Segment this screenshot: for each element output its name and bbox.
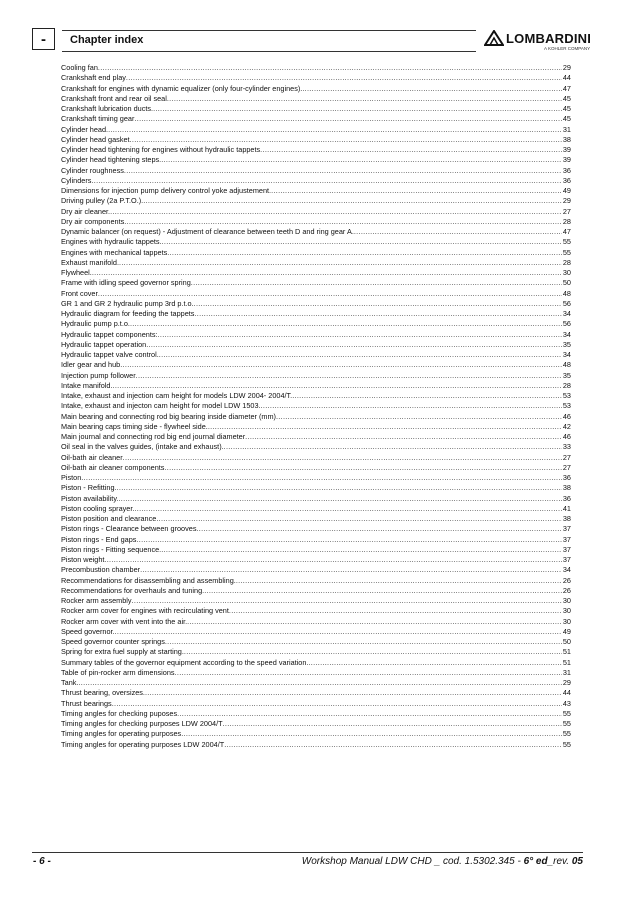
index-entry-title: Cooling fan bbox=[61, 63, 98, 72]
index-entry-page: 44 bbox=[562, 688, 571, 698]
index-entry-page: 27 bbox=[562, 462, 571, 472]
index-entry bbox=[61, 309, 571, 319]
dot-leader bbox=[354, 227, 562, 237]
index-entry bbox=[61, 442, 571, 452]
index-entry bbox=[61, 545, 571, 555]
index-entry-title: Crankshaft front and rear oil seal bbox=[61, 93, 167, 103]
index-entry bbox=[61, 637, 571, 647]
index-entry-page: 50 bbox=[562, 278, 571, 288]
index-entry-page: 28 bbox=[562, 257, 571, 267]
index-entry bbox=[61, 371, 571, 381]
index-entry-title: Flywheel. bbox=[61, 268, 92, 277]
index-entry-title: Rocker arm cover for engines with recirculating vent bbox=[61, 606, 229, 616]
index-entry-page: 38 bbox=[562, 514, 571, 523]
brand-name: LOMBARDINI bbox=[506, 31, 592, 46]
dot-leader bbox=[165, 637, 562, 647]
dot-leader bbox=[245, 432, 562, 442]
dot-leader bbox=[140, 565, 562, 575]
index-entry-title: Cylinders bbox=[61, 175, 92, 185]
dot-leader bbox=[134, 114, 561, 124]
index-entry bbox=[61, 422, 571, 432]
index-entry-title: Piston rings - End gaps bbox=[61, 534, 137, 544]
index-entry bbox=[61, 453, 571, 463]
index-entry bbox=[61, 555, 571, 565]
index-entry-page: 27 bbox=[562, 452, 571, 462]
index-entry-title: Rocker arm cover with vent into the air. bbox=[61, 616, 188, 626]
index-entry-page: 29 bbox=[562, 63, 571, 72]
index-entry-page: 37 bbox=[562, 524, 571, 534]
dot-leader bbox=[113, 381, 562, 391]
dot-leader bbox=[177, 709, 562, 719]
footer-rule bbox=[32, 852, 583, 853]
index-entry-page: 36 bbox=[562, 473, 571, 482]
dot-leader bbox=[78, 678, 561, 688]
index-entry-page: 39 bbox=[562, 145, 571, 154]
index-entry-page: 45 bbox=[562, 104, 571, 113]
dot-leader bbox=[98, 63, 562, 73]
dot-leader bbox=[92, 268, 562, 278]
index-entry-page: 34 bbox=[562, 350, 571, 359]
index-entry-title: Timing angles for operating purposes LDW 2004/T bbox=[61, 739, 225, 749]
index-entry-title: Rocker arm assembly bbox=[61, 596, 132, 605]
index-entry-title: Piston rings - Clearance between grooves bbox=[61, 524, 197, 534]
index-entry bbox=[61, 289, 571, 299]
index-entry-page: 53 bbox=[562, 401, 571, 411]
dot-leader bbox=[132, 596, 562, 606]
dot-leader bbox=[184, 647, 562, 657]
index-entry-title: Intake, exhaust and injecton cam height for model LDW 1503. bbox=[61, 401, 261, 411]
index-entry-title: Frame with idling speed governor spring bbox=[61, 278, 191, 288]
dot-leader bbox=[164, 463, 561, 473]
dot-leader bbox=[194, 299, 562, 309]
dot-leader bbox=[104, 555, 561, 565]
index-entry-title: Piston bbox=[61, 473, 82, 482]
index-entry bbox=[61, 668, 571, 678]
index-entry bbox=[61, 217, 571, 227]
dot-leader bbox=[120, 360, 562, 370]
index-entry-title: Oil seal in the valves guides, (intake and exhaust). bbox=[61, 442, 224, 452]
page-header bbox=[32, 26, 598, 56]
index-entry-page: 44 bbox=[562, 73, 571, 83]
index-entry bbox=[61, 166, 571, 176]
index-entry bbox=[61, 729, 571, 739]
index-entry-page: 26 bbox=[562, 585, 571, 595]
manual-reference bbox=[302, 856, 583, 867]
index-entry-title: Piston rings - Fitting sequence. bbox=[61, 544, 162, 554]
index-entry-page: 47 bbox=[562, 227, 571, 236]
index-entry-page: 30 bbox=[562, 268, 571, 277]
dot-leader bbox=[98, 289, 562, 299]
index-entry-title: Idler gear and hub bbox=[61, 360, 121, 370]
dot-leader bbox=[276, 412, 562, 422]
index-entry bbox=[61, 524, 571, 534]
index-entry bbox=[61, 381, 571, 391]
dot-leader bbox=[115, 627, 562, 637]
index-entry bbox=[61, 586, 571, 596]
index-entry-page: 31 bbox=[562, 124, 571, 134]
dot-leader bbox=[308, 658, 561, 668]
index-entry-page: 33 bbox=[562, 442, 571, 452]
header-rule-top bbox=[62, 30, 476, 31]
index-entry-title: Piston cooling sprayer. bbox=[61, 503, 135, 513]
index-entry-page: 43 bbox=[562, 698, 571, 708]
dot-leader bbox=[130, 135, 562, 145]
index-entry bbox=[61, 565, 571, 575]
index-entry-page: 55 bbox=[562, 708, 571, 718]
index-entry-page: 35 bbox=[562, 339, 571, 349]
index-entry bbox=[61, 514, 571, 524]
index-entry bbox=[61, 73, 571, 83]
index-entry-title: Exhaust manifold. bbox=[61, 257, 120, 267]
index-entry bbox=[61, 699, 571, 709]
index-entry-title: Oil-bath air cleaner components bbox=[61, 462, 165, 472]
index-entry-title: Hydraulic tappet valve control. bbox=[61, 350, 159, 359]
index-entry bbox=[61, 576, 571, 586]
index-entry bbox=[61, 391, 571, 401]
manual-text: Workshop Manual LDW CHD _ cod. 1.5302.345 - bbox=[301, 856, 524, 867]
index-entry bbox=[61, 719, 571, 729]
index-entry-title: Dynamic balancer (on request) - Adjustment of clearance between teeth D and ring gear A. bbox=[61, 227, 354, 236]
index-entry-page: 48 bbox=[562, 288, 571, 298]
dot-leader bbox=[81, 473, 562, 483]
dot-leader bbox=[223, 719, 562, 729]
index-entry-page: 28 bbox=[562, 216, 571, 226]
index-entry-page: 48 bbox=[562, 360, 571, 370]
index-entry-page: 47 bbox=[562, 83, 571, 93]
index-entry-title: Spring for extra fuel supply at starting. bbox=[61, 647, 184, 657]
dot-leader bbox=[204, 586, 562, 596]
index-entry bbox=[61, 196, 571, 206]
index-entry-title: Timing angles for checking purposes LDW 2004/T bbox=[61, 719, 223, 728]
index-entry-title: Timing angles for operating purposes bbox=[61, 729, 182, 739]
dot-leader bbox=[124, 217, 562, 227]
dot-leader bbox=[224, 740, 562, 750]
index-entry-title: Crankshaft end play bbox=[61, 73, 126, 83]
index-entry bbox=[61, 494, 571, 504]
index-entry bbox=[61, 360, 571, 370]
index-entry-page: 55 bbox=[562, 237, 571, 247]
index-entry-title: Intake, exhaust and injection cam height for models LDW 2004- 2004/T. bbox=[61, 391, 293, 400]
index-entry-title: Thrust bearing, oversizes. bbox=[61, 688, 145, 698]
index-entry-title: Front cover bbox=[61, 288, 98, 298]
dot-leader bbox=[260, 145, 562, 155]
dot-leader bbox=[208, 422, 562, 432]
index-entry-title: Driving pulley (2a P.T.O.). bbox=[61, 196, 144, 206]
index-entry bbox=[61, 227, 571, 237]
dot-leader bbox=[236, 576, 562, 586]
index-entry-title: Hydraulic pump p.t.o. bbox=[61, 319, 130, 329]
index-entry-page: 36 bbox=[562, 493, 571, 503]
index-entry-title: Recommendations for disassembling and assembling. bbox=[61, 575, 236, 585]
index-entry bbox=[61, 104, 571, 114]
dot-leader bbox=[161, 155, 562, 165]
index-entry-page: 39 bbox=[562, 155, 571, 165]
index-entry-title: Main bearing caps timing side - flywheel side. bbox=[61, 421, 208, 431]
index-entry-page: 28 bbox=[562, 380, 571, 390]
index-entry-page: 55 bbox=[562, 729, 571, 739]
dot-leader bbox=[124, 166, 562, 176]
index-entry-title: Speed governor counter springs bbox=[61, 637, 165, 646]
index-entry-page: 46 bbox=[562, 432, 571, 441]
index-entry-page: 30 bbox=[562, 606, 571, 616]
index-entry-title: Summary tables of the governor equipment according to the speed variation. bbox=[61, 657, 309, 667]
index-entry-page: 56 bbox=[562, 298, 571, 308]
index-entry-page: 42 bbox=[562, 421, 571, 431]
page-number: - 6 - bbox=[33, 856, 51, 867]
index-entry-page: 55 bbox=[562, 719, 571, 728]
dot-leader bbox=[175, 668, 562, 678]
index-entry-title: Engines with mechanical tappets bbox=[61, 247, 168, 257]
dot-leader bbox=[167, 248, 562, 258]
index-entry-title: Hydraulic tappet operation bbox=[61, 339, 147, 349]
index-entry-title: Tank. bbox=[61, 678, 79, 687]
index-entry-page: 55 bbox=[562, 247, 571, 257]
index-entry-page: 30 bbox=[562, 616, 571, 626]
index-entry bbox=[61, 535, 571, 545]
index-entry-page: 37 bbox=[562, 534, 571, 544]
dot-leader bbox=[118, 494, 561, 504]
index-entry bbox=[61, 688, 571, 698]
index-entry-title: Table of pin-rocker arm dimensions bbox=[61, 667, 175, 677]
index-entry-page: 34 bbox=[562, 565, 571, 575]
dot-leader bbox=[112, 699, 562, 709]
index-entry-title: Speed governor. bbox=[61, 626, 115, 636]
dot-leader bbox=[146, 340, 562, 350]
index-entry bbox=[61, 412, 571, 422]
index-entry bbox=[61, 145, 571, 155]
dot-leader bbox=[302, 84, 562, 94]
dot-leader bbox=[196, 524, 561, 534]
index-entry bbox=[61, 319, 571, 329]
index-entry-page: 36 bbox=[562, 175, 571, 185]
index-entry-page: 36 bbox=[562, 165, 571, 175]
dot-leader bbox=[158, 330, 562, 340]
index-entry bbox=[61, 678, 571, 688]
index-entry bbox=[61, 299, 571, 309]
index-entry-page: 26 bbox=[562, 575, 571, 585]
index-entry-title: Cylinder head tightening for engines without hydraulic tappets bbox=[61, 145, 261, 154]
index-entry bbox=[61, 596, 571, 606]
dot-leader bbox=[143, 196, 562, 206]
index-entry bbox=[61, 84, 571, 94]
index-entry bbox=[61, 740, 571, 750]
index-entry bbox=[61, 63, 571, 73]
index-entry bbox=[61, 125, 571, 135]
index-entry bbox=[61, 186, 571, 196]
chapter-dash-box: - bbox=[32, 28, 55, 50]
index-entry bbox=[61, 248, 571, 258]
index-entry-title: Crankshaft for engines with dynamic equalizer (only four-cylinder engines). bbox=[61, 83, 303, 93]
index-entry bbox=[61, 207, 571, 217]
index-entry-title: Engines with hydraulic tappets. bbox=[61, 237, 162, 247]
header-rule-bottom bbox=[62, 51, 476, 52]
dot-leader bbox=[136, 371, 562, 381]
index-entry-title: Intake manifold. bbox=[61, 380, 113, 390]
index-entry-page: 55 bbox=[562, 739, 571, 749]
dot-leader bbox=[136, 535, 561, 545]
index-entry bbox=[61, 432, 571, 442]
index-entry bbox=[61, 483, 571, 493]
index-entry-page: 30 bbox=[562, 596, 571, 605]
dot-leader bbox=[167, 94, 562, 104]
index-entry-title: Main journal and connecting rod big end journal diameter bbox=[61, 432, 246, 441]
index-entry-page: 29 bbox=[562, 196, 571, 206]
dot-leader bbox=[162, 237, 562, 247]
dot-leader bbox=[159, 350, 562, 360]
index-entry-title: Piston weight bbox=[61, 555, 105, 564]
lombardini-logo bbox=[484, 26, 602, 56]
index-entry bbox=[61, 617, 571, 627]
lombardini-mark-icon bbox=[484, 30, 504, 46]
index-entry-page: 45 bbox=[562, 114, 571, 124]
index-entry-page: 41 bbox=[562, 503, 571, 513]
index-entry bbox=[61, 155, 571, 165]
index-entry-title: Hydraulic diagram for feeding the tappets bbox=[61, 309, 195, 318]
dot-leader bbox=[91, 176, 561, 186]
dot-leader bbox=[271, 186, 562, 196]
dot-leader bbox=[261, 401, 562, 411]
index-entry-page: 38 bbox=[562, 483, 571, 493]
index-entry-title: Dry air components bbox=[61, 216, 125, 226]
dot-leader bbox=[117, 483, 562, 493]
chapter-index-list bbox=[61, 63, 571, 750]
index-entry-title: Cylinder head tightening steps. bbox=[61, 155, 162, 165]
index-entry-title: Dry air cleaner. bbox=[61, 206, 111, 216]
index-entry-title: Hydraulic tappet components: bbox=[61, 329, 158, 339]
dot-leader bbox=[119, 258, 562, 268]
index-entry-page: 56 bbox=[562, 319, 571, 329]
dot-leader bbox=[187, 617, 562, 627]
index-entry-title: Piston availability. bbox=[61, 493, 119, 503]
index-entry bbox=[61, 463, 571, 473]
index-entry-title: Piston - Refitting. bbox=[61, 483, 117, 493]
index-entry-title: Dimensions for injection pump delivery control yoke adjustement. bbox=[61, 186, 272, 195]
dot-leader bbox=[145, 688, 562, 698]
index-entry-page: 51 bbox=[562, 657, 571, 667]
dot-leader bbox=[123, 453, 562, 463]
revision-text: _rev. bbox=[547, 856, 572, 867]
index-entry-title: Crankshaft lubrication ducts. bbox=[61, 104, 154, 113]
index-entry-page: 27 bbox=[562, 206, 571, 216]
index-entry bbox=[61, 237, 571, 247]
index-entry-title: Piston position and clearance bbox=[61, 514, 157, 523]
edition: 6° ed bbox=[523, 856, 548, 867]
brand-subtitle: A KOHLER COMPANY bbox=[544, 46, 591, 51]
index-entry-page: 51 bbox=[562, 647, 571, 657]
index-entry-page: 31 bbox=[562, 667, 571, 677]
index-entry-page: 37 bbox=[562, 544, 571, 554]
dot-leader bbox=[126, 73, 562, 83]
index-entry bbox=[61, 606, 571, 616]
index-entry bbox=[61, 268, 571, 278]
index-entry-title: Crankshaft timing gear bbox=[61, 114, 135, 124]
index-entry bbox=[61, 278, 571, 288]
index-entry bbox=[61, 114, 571, 124]
index-entry-page: 37 bbox=[562, 555, 571, 564]
index-entry-title: Oil-bath air cleaner bbox=[61, 452, 123, 462]
index-entry bbox=[61, 330, 571, 340]
index-entry bbox=[61, 401, 571, 411]
index-entry-title: GR 1 and GR 2 hydraulic pump 3rd p.t.o. bbox=[61, 298, 194, 308]
dot-leader bbox=[134, 504, 561, 514]
index-entry bbox=[61, 473, 571, 483]
index-entry-page: 34 bbox=[562, 329, 571, 339]
index-entry-page: 38 bbox=[562, 134, 571, 144]
index-entry-title: Thrust bearings bbox=[61, 698, 112, 708]
chapter-title: Chapter index bbox=[70, 34, 144, 46]
index-entry bbox=[61, 504, 571, 514]
dot-leader bbox=[108, 125, 562, 135]
dot-leader bbox=[161, 545, 562, 555]
index-entry-page: 35 bbox=[562, 370, 571, 380]
dot-leader bbox=[110, 207, 562, 217]
index-entry-title: Cylinder roughness bbox=[61, 165, 124, 175]
index-entry bbox=[61, 647, 571, 657]
dot-leader bbox=[156, 514, 562, 524]
index-entry bbox=[61, 258, 571, 268]
dot-leader bbox=[191, 278, 562, 288]
dot-leader bbox=[153, 104, 562, 114]
index-entry-page: 49 bbox=[562, 626, 571, 636]
index-entry-title: Injection pump follower bbox=[61, 370, 136, 380]
index-entry bbox=[61, 340, 571, 350]
index-entry-page: 53 bbox=[562, 391, 571, 400]
index-entry-title: Precombustion chamber bbox=[61, 565, 141, 575]
index-entry-page: 49 bbox=[562, 186, 571, 195]
index-entry-page: 46 bbox=[562, 411, 571, 421]
dot-leader bbox=[292, 391, 562, 401]
dot-leader bbox=[224, 442, 562, 452]
index-entry bbox=[61, 709, 571, 719]
index-entry-title: Recommendations for overhauls and tuning. bbox=[61, 585, 205, 595]
index-entry-title: Cylinder head. bbox=[61, 124, 109, 134]
index-entry bbox=[61, 176, 571, 186]
revision-number: 05 bbox=[571, 856, 583, 867]
index-entry bbox=[61, 658, 571, 668]
index-entry-page: 50 bbox=[562, 637, 571, 646]
dot-leader bbox=[229, 606, 562, 616]
index-entry bbox=[61, 94, 571, 104]
index-entry-page: 34 bbox=[562, 309, 571, 318]
index-entry-title: Timing angles for checking puposes bbox=[61, 708, 178, 718]
dot-leader bbox=[181, 729, 562, 739]
dot-leader bbox=[130, 319, 562, 329]
dot-leader bbox=[194, 309, 561, 319]
index-entry-title: Cylinder head gasket bbox=[61, 134, 130, 144]
index-entry-title: Main bearing and connecting rod big bearing inside diameter (mm) bbox=[61, 411, 276, 421]
index-entry bbox=[61, 627, 571, 637]
index-entry-page: 29 bbox=[562, 678, 571, 687]
index-entry bbox=[61, 350, 571, 360]
index-entry-page: 45 bbox=[562, 93, 571, 103]
index-entry bbox=[61, 135, 571, 145]
